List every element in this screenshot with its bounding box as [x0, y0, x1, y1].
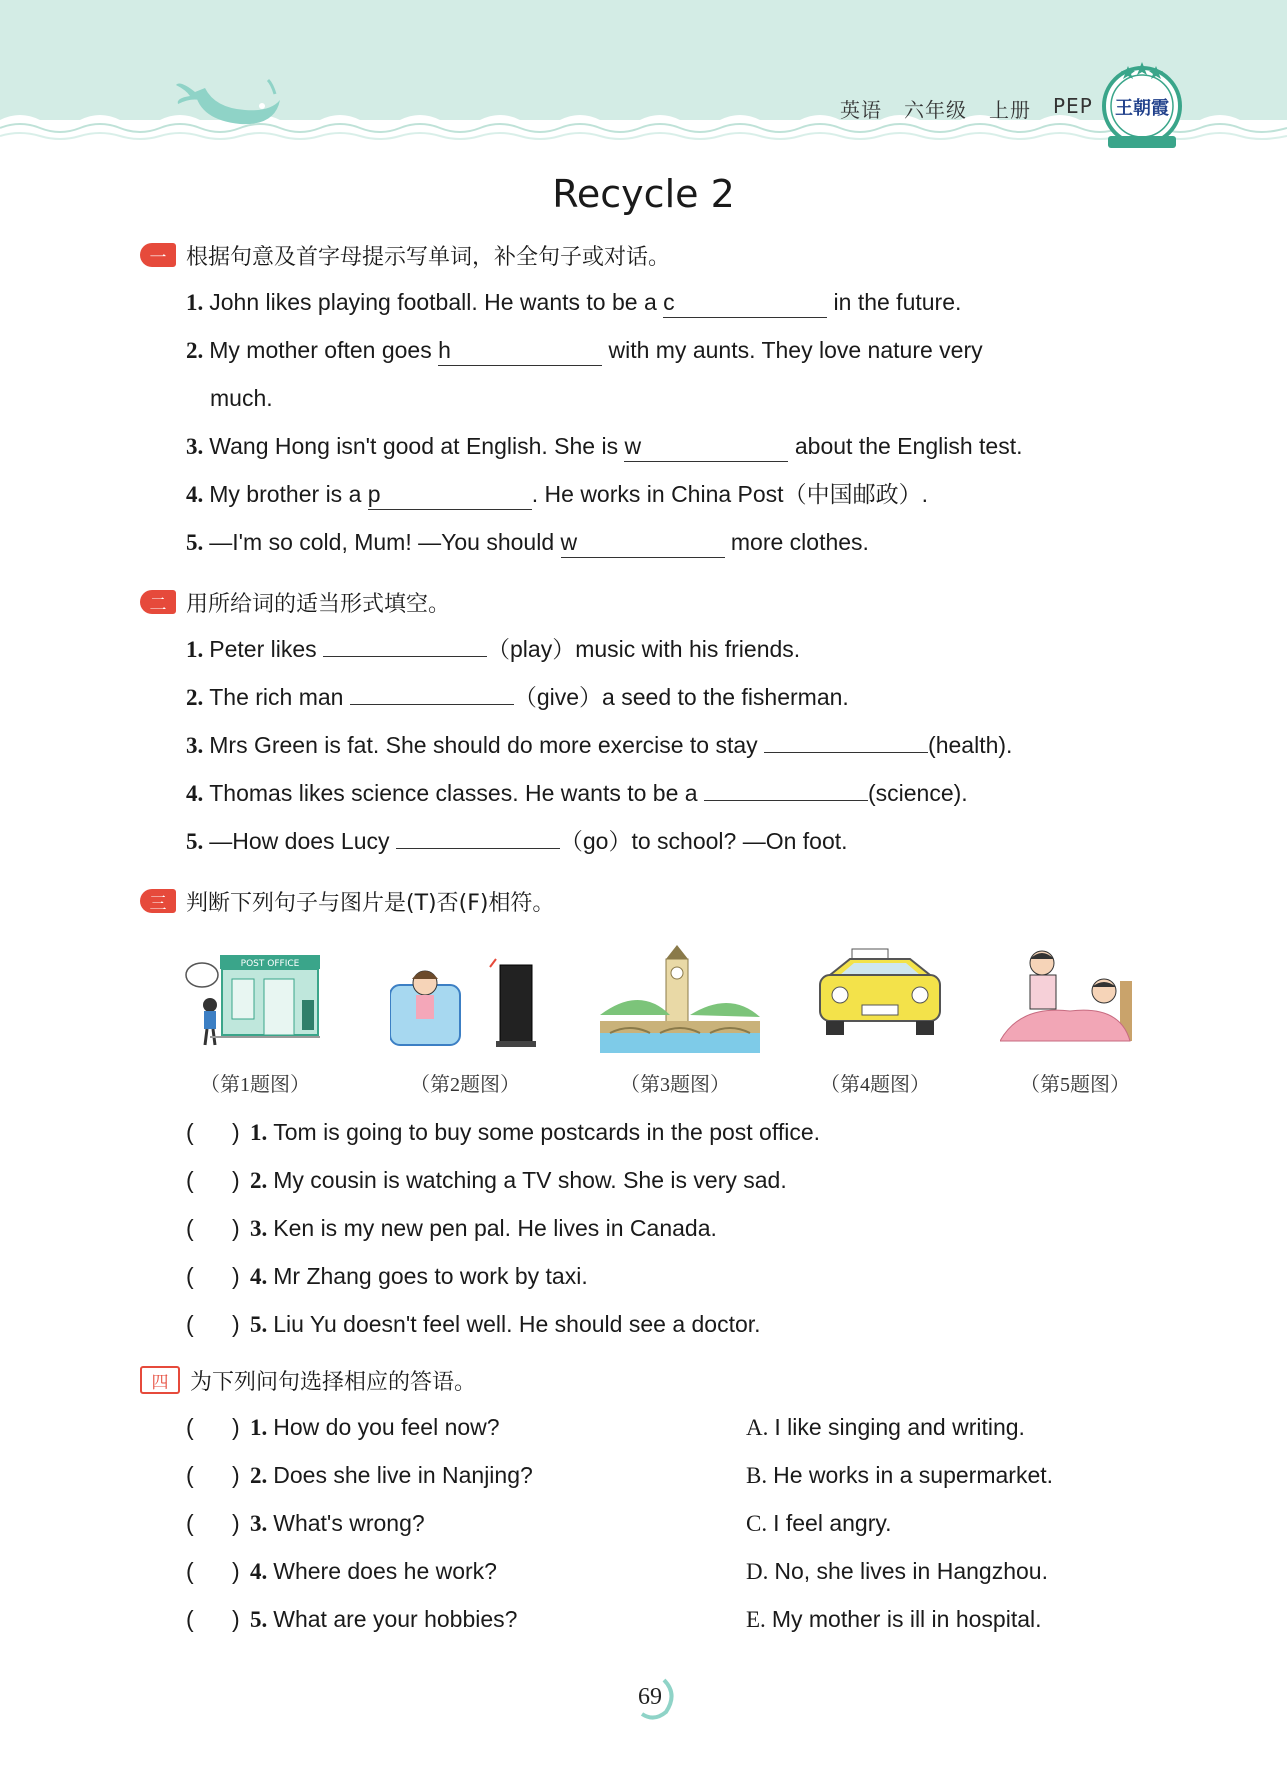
- grade-label: 六年级: [904, 98, 967, 122]
- section-badge: 一: [140, 243, 176, 267]
- section-badge: 四: [140, 1366, 180, 1394]
- section-3-heading: [140, 884, 1180, 918]
- section-title: 判断下列句子与图片是(T)否(F)相符。: [186, 890, 555, 916]
- question-1-2-continued: much.: [210, 385, 273, 411]
- question-1-4: 4. My brother is a p . He works in China Post（中国邮政）.: [140, 470, 1180, 518]
- picture-sick-boy: [1000, 945, 1150, 1065]
- question-4-1: ( ) 1. How do you feel now?: [140, 1403, 746, 1451]
- section-badge: 三: [140, 889, 176, 913]
- question-3-2: ( ) 2. My cousin is watching a TV show. She is very sad.: [140, 1156, 1180, 1204]
- question-2-5: 5. —How does Lucy （go）to school? —On foot.: [140, 817, 1180, 865]
- answer-paren[interactable]: ( ): [186, 1215, 240, 1241]
- answer-blank[interactable]: p: [368, 479, 532, 510]
- header-band: [0, 0, 1287, 150]
- post-office-sign: POST OFFICE: [240, 959, 300, 969]
- question-2-4: 4. Thomas likes science classes. He wants to be a (science).: [140, 769, 1180, 817]
- section-3: [140, 884, 1180, 918]
- answer-paren[interactable]: ( ): [186, 1311, 240, 1337]
- answer-blank[interactable]: [764, 722, 928, 753]
- answer-blank[interactable]: [350, 674, 514, 705]
- caption-3: （第3题图）: [620, 1074, 730, 1096]
- answer-paren[interactable]: ( ): [186, 1119, 240, 1145]
- subject-label: 英语: [840, 98, 882, 122]
- question-4-5: ( ) 5. What are your hobbies?: [140, 1595, 746, 1643]
- question-3-5: ( ) 5. Liu Yu doesn't feel well. He should see a doctor.: [140, 1300, 1180, 1348]
- question-1-5: 5. —I'm so cold, Mum! —You should w more clothes.: [140, 518, 1180, 566]
- match-row-1: [140, 1403, 1180, 1451]
- edition-label: PEP: [1053, 94, 1093, 118]
- answer-option-d: D. No, she lives in Hangzhou.: [746, 1558, 1048, 1584]
- section-4: [140, 1363, 1180, 1643]
- answer-blank[interactable]: [323, 626, 487, 657]
- answer-blank[interactable]: h: [438, 335, 602, 366]
- answer-blank[interactable]: w: [624, 431, 788, 462]
- volume-label: 上册: [989, 98, 1031, 122]
- question-1-3: 3. Wang Hong isn't good at English. She is w about the English test.: [140, 422, 1180, 470]
- answer-option-a: A. I like singing and writing.: [746, 1414, 1025, 1440]
- picture-big-ben: [600, 945, 750, 1065]
- picture-girl-tv: [390, 945, 540, 1065]
- brand-seal: [1098, 58, 1186, 158]
- answer-blank[interactable]: c: [663, 287, 827, 318]
- caption-2: （第2题图）: [410, 1074, 520, 1096]
- section-3-questions: [140, 1108, 1180, 1348]
- question-1-1: 1. John likes playing football. He wants to be a c in the future.: [140, 278, 1180, 326]
- answer-paren[interactable]: ( ): [186, 1510, 240, 1536]
- question-4-3: ( ) 3. What's wrong?: [140, 1499, 746, 1547]
- answer-paren[interactable]: ( ): [186, 1414, 240, 1440]
- question-2-3: 3. Mrs Green is fat. She should do more exercise to stay (health).: [140, 721, 1180, 769]
- question-4-4: ( ) 4. Where does he work?: [140, 1547, 746, 1595]
- wave-background: [0, 0, 1287, 150]
- question-3-4: ( ) 4. Mr Zhang goes to work by taxi.: [140, 1252, 1180, 1300]
- section-2: [140, 585, 1180, 865]
- caption-1: （第1题图）: [200, 1074, 310, 1096]
- section-2-heading: [140, 585, 1180, 619]
- picture-post-office: [180, 945, 330, 1065]
- caption-5: （第5题图）: [1020, 1074, 1130, 1096]
- answer-paren[interactable]: ( ): [186, 1558, 240, 1584]
- picture-row: [180, 945, 1160, 1085]
- match-row-2: [140, 1451, 1180, 1499]
- caption-row: [180, 1068, 1180, 1098]
- section-badge: 二: [140, 590, 176, 614]
- brand-text: 王朝霞: [1115, 98, 1169, 119]
- question-3-1: ( ) 1. Tom is going to buy some postcards in the post office.: [140, 1108, 1180, 1156]
- answer-blank[interactable]: w: [561, 527, 725, 558]
- section-title: 用所给词的适当形式填空。: [186, 591, 451, 617]
- answer-paren[interactable]: ( ): [186, 1462, 240, 1488]
- answer-paren[interactable]: ( ): [186, 1167, 240, 1193]
- header-meta: [840, 94, 1093, 123]
- picture-taxi: [800, 945, 950, 1065]
- answer-paren[interactable]: ( ): [186, 1263, 240, 1289]
- answer-blank[interactable]: [396, 818, 560, 849]
- question-1-2: 2. My mother often goes h with my aunts. They love nature very: [140, 326, 1180, 374]
- question-2-1: 1. Peter likes （play）music with his friends.: [140, 625, 1180, 673]
- section-title: 为下列问句选择相应的答语。: [190, 1369, 477, 1395]
- caption-4: （第4题图）: [820, 1074, 930, 1096]
- match-row-4: [140, 1547, 1180, 1595]
- section-1: [140, 238, 1180, 566]
- section-title: 根据句意及首字母提示写单词，补全句子或对话。: [186, 244, 671, 270]
- answer-paren[interactable]: ( ): [186, 1606, 240, 1632]
- answer-option-b: B. He works in a supermarket.: [746, 1462, 1054, 1488]
- answer-blank[interactable]: [704, 770, 868, 801]
- question-3-3: ( ) 3. Ken is my new pen pal. He lives in Canada.: [140, 1204, 1180, 1252]
- page-number: 69: [620, 1672, 680, 1722]
- answer-option-c: C. I feel angry.: [746, 1510, 892, 1536]
- section-1-heading: [140, 238, 1180, 272]
- question-4-2: ( ) 2. Does she live in Nanjing?: [140, 1451, 746, 1499]
- page-title: Recycle 2: [552, 172, 735, 216]
- answer-option-e: E. My mother is ill in hospital.: [746, 1606, 1042, 1632]
- section-4-heading: [140, 1363, 1180, 1397]
- match-row-5: [140, 1595, 1180, 1643]
- question-2-2: 2. The rich man （give）a seed to the fisherman.: [140, 673, 1180, 721]
- seal-icon: [1098, 58, 1186, 158]
- match-row-3: [140, 1499, 1180, 1547]
